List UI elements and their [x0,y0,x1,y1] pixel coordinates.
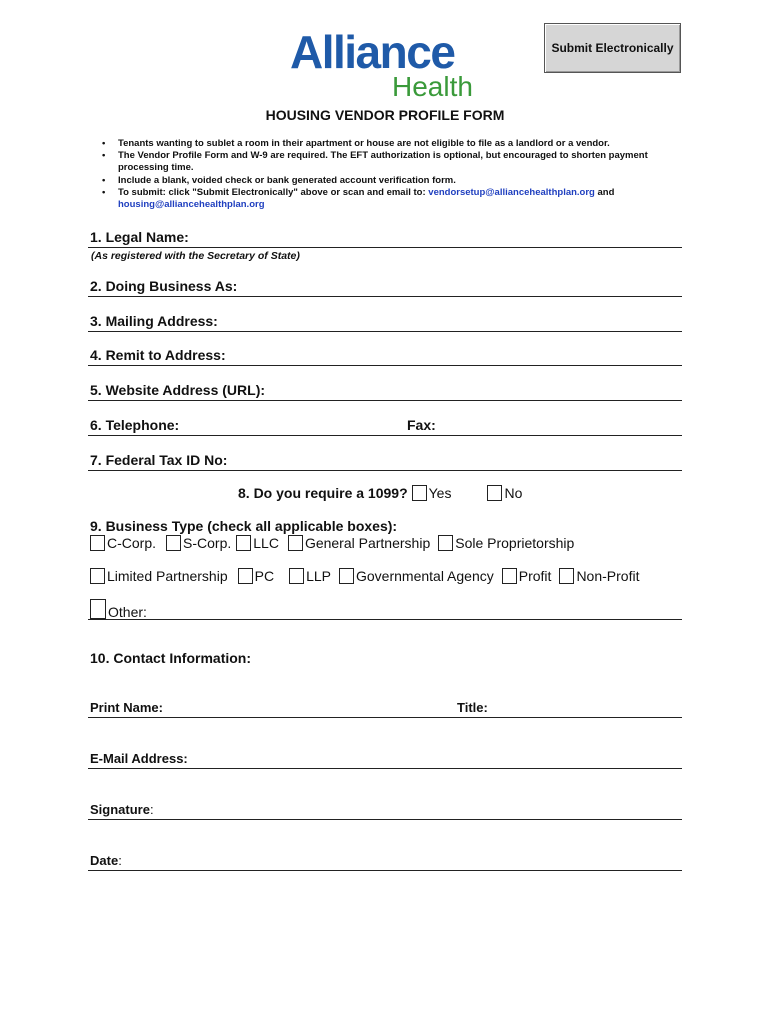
logo-word-alliance: Alliance [290,26,455,78]
q1099-label: 8. Do you require a 1099? [238,485,408,501]
title-label: Title: [457,700,488,715]
label-profit: Profit [518,568,552,584]
label-llp: LLP [306,568,331,584]
business-type-row-2 [90,568,646,584]
telephone-label: 6. Telephone: [90,417,180,433]
label-pc: PC [254,568,275,584]
instruction-item: • Include a blank, voided check or bank generated account verification form. [102,174,456,186]
mailing-address-label: 3. Mailing Address: [90,313,218,329]
legal-name-line[interactable] [88,247,682,248]
checkbox-pc[interactable] [238,568,253,584]
logo-word-health: Health [392,71,473,102]
date-label: Date: [90,853,122,868]
label-limited-partnership: Limited Partnership [107,568,228,584]
label-non-profit: Non-Profit [576,568,640,584]
yes-checkbox[interactable] [412,485,427,501]
print-name-title-line[interactable] [88,717,682,718]
checkbox-general-partnership[interactable] [288,535,303,551]
instructions-list [102,138,662,211]
checkbox-llc[interactable] [236,535,251,551]
contact-info-label: 10. Contact Information: [90,650,252,666]
label-other: Other: [108,604,147,620]
remit-address-label: 4. Remit to Address: [90,347,226,363]
no-checkbox[interactable] [487,485,502,501]
business-type-other-row [90,599,154,619]
yes-label: Yes [428,485,452,501]
instruction-item: • Tenants wanting to sublet a room in their apartment or house are not eligible to file as a landlord or a vendor. [102,138,610,149]
no-label: No [504,485,523,501]
remit-address-line[interactable] [88,365,682,366]
alliance-health-logo [290,28,480,100]
housing-email-link[interactable]: housing@alliancehealthplan.org [118,199,265,211]
checkbox-non-profit[interactable] [559,568,574,584]
signature-line[interactable] [88,819,682,820]
email-line[interactable] [88,768,682,769]
website-label: 5. Website Address (URL): [90,382,266,398]
checkbox-profit[interactable] [502,568,517,584]
label-c-corp: C-Corp. [107,535,157,551]
submit-electronically-button[interactable]: Submit Electronically [544,23,681,73]
label-general-partnership: General Partnership [304,535,431,551]
checkbox-llp[interactable] [289,568,304,584]
checkbox-other[interactable] [90,599,106,619]
tax-id-line[interactable] [88,470,682,471]
dba-label: 2. Doing Business As: [90,278,238,294]
mailing-address-line[interactable] [88,331,682,332]
label-sole-proprietorship: Sole Proprietorship [455,535,575,551]
telephone-fax-line[interactable] [88,435,682,436]
website-line[interactable] [88,400,682,401]
instruction-item: • The Vendor Profile Form and W-9 are required. The EFT authorization is optional, but encouraged to shorten payment processing time. [102,150,648,174]
label-governmental-agency: Governmental Agency [356,568,494,584]
email-label: E-Mail Address: [90,751,188,766]
instruction-item: • To submit: click "Submit Electronically" above or scan and email to: vendorsetup@alliancehealthplan.org and housing@alliancehealthplan.org [102,186,615,211]
checkbox-s-corp[interactable] [166,535,181,551]
signature-label: Signature: [90,802,154,817]
q1099-row [238,485,529,501]
print-name-label: Print Name: [90,700,163,715]
vendorsetup-email-link[interactable]: vendorsetup@alliancehealthplan.org [428,186,595,198]
other-line[interactable] [88,619,682,620]
checkbox-c-corp[interactable] [90,535,105,551]
checkbox-sole-proprietorship[interactable] [438,535,453,551]
form-title: HOUSING VENDOR PROFILE FORM [265,107,505,123]
date-line[interactable] [88,870,682,871]
checkbox-limited-partnership[interactable] [90,568,105,584]
legal-name-note: (As registered with the Secretary of State) [91,250,300,262]
dba-line[interactable] [88,296,682,297]
business-type-row-1 [90,535,581,551]
fax-label: Fax: [407,417,436,433]
label-s-corp: S-Corp. [183,535,232,551]
business-type-label: 9. Business Type (check all applicable boxes): [90,518,398,534]
checkbox-governmental-agency[interactable] [339,568,354,584]
legal-name-label: 1. Legal Name: [90,229,189,245]
tax-id-label: 7. Federal Tax ID No: [90,452,228,468]
label-llc: LLC [253,535,279,551]
